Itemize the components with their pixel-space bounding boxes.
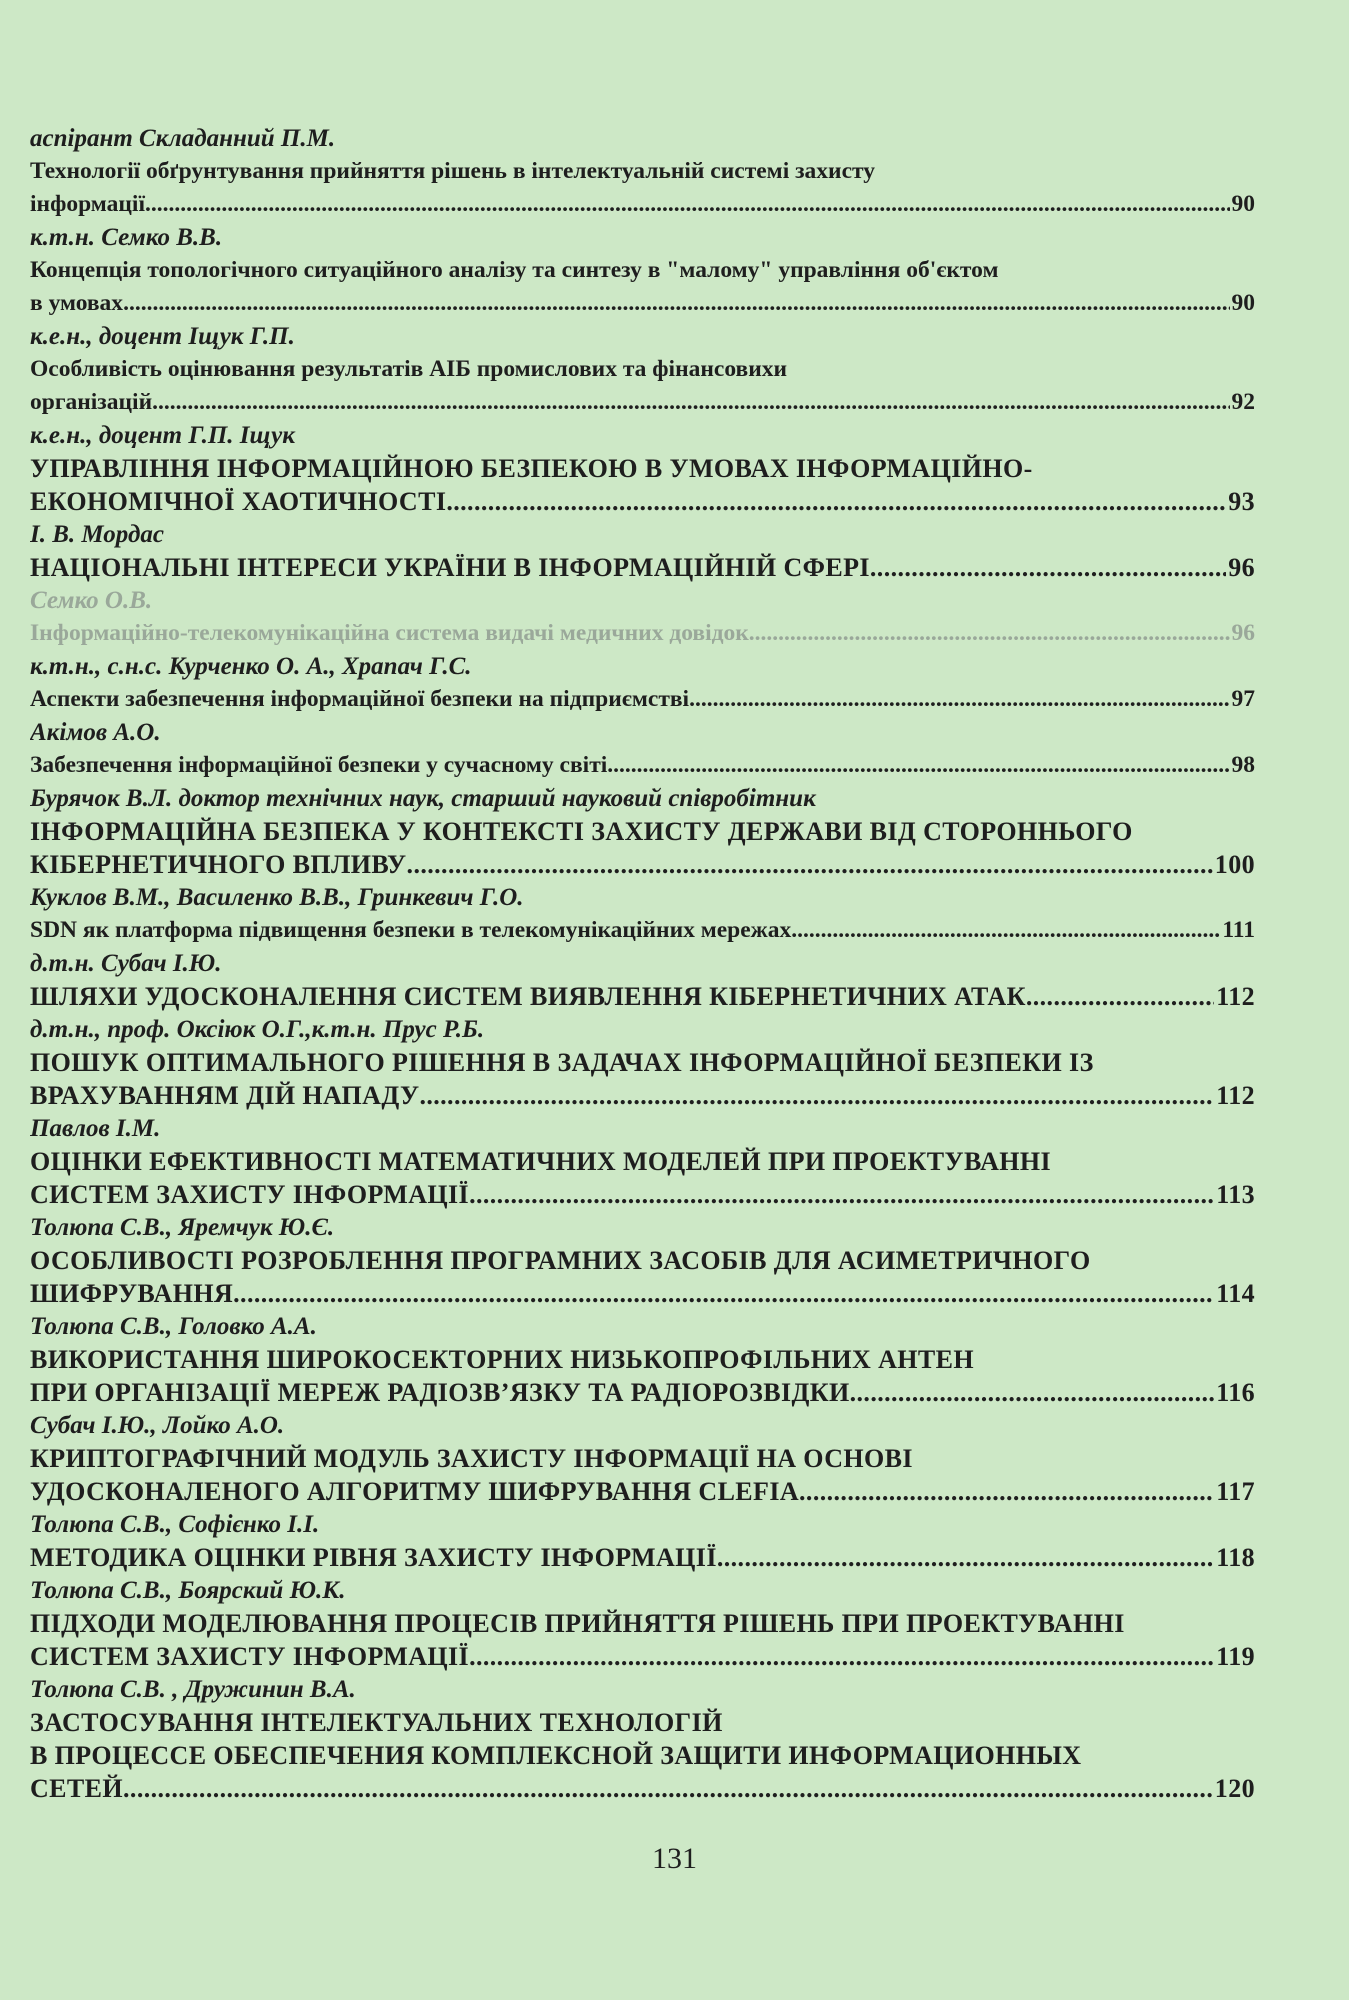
dot-leader [123, 287, 1229, 320]
entry-title [30, 617, 1255, 650]
entry-page-number: 119 [1216, 1642, 1255, 1671]
entry-author: Бурячок В.Л. доктор технічних наук, старший науковий співробітник [30, 785, 816, 812]
title-line: УДОСКОНАЛЕНОГО АЛГОРИТМУ ШИФРУВАННЯ CLEFIA [30, 1477, 800, 1506]
title-line-with-page [30, 551, 1255, 584]
title-line: інформації [30, 191, 145, 217]
title-line: ПРИ ОРГАНІЗАЦІЇ МЕРЕЖ РАДІОЗВ’ЯЗКУ ТА РАДІОРОЗВІДКИ [30, 1378, 850, 1407]
title-line: ПОШУК ОПТИМАЛЬНОГО РІШЕННЯ В ЗАДАЧАХ ІНФОРМАЦІЙНОЇ БЕЗПЕКИ ІЗ [30, 1048, 1094, 1077]
title-line: SDN як платформа підвищення безпеки в телекомунікаційних мережах [30, 917, 792, 943]
entry-page-number: 93 [1228, 487, 1255, 516]
entry-author: І. В. Мордас [30, 521, 164, 548]
entry-author: к.е.н., доцент Іщук Г.П. [30, 323, 295, 350]
entry-author: Семко О.В. [30, 587, 153, 614]
title-line-with-page [30, 485, 1255, 518]
toc-entry [30, 122, 1255, 221]
entry-title [30, 815, 1255, 881]
title-line: ЕКОНОМІЧНОЇ ХАОТИЧНОСТІ [30, 487, 447, 516]
dot-leader [870, 551, 1226, 584]
entry-page-number: 90 [1231, 191, 1255, 217]
entry-page-number: 112 [1216, 982, 1255, 1011]
title-line: Концепція топологічного ситуаційного аналізу та синтезу в "малому" управління об'єктом [30, 257, 999, 283]
title-line: ВРАХУВАННЯМ ДІЙ НАПАДУ [30, 1081, 420, 1110]
dot-leader [689, 683, 1229, 716]
title-line: В ПРОЦЕССЕ ОБЕСПЕЧЕНИЯ КОМПЛЕКСНОЙ ЗАЩИТИ ИНФОРМАЦИОННЫХ [30, 1741, 1082, 1770]
entry-author: Толюпа С.В., Яремчук Ю.Є. [30, 1214, 335, 1241]
toc-entry [30, 320, 1255, 419]
entry-title [30, 1244, 1255, 1310]
title-line: КРИПТОГРАФІЧНИЙ МОДУЛЬ ЗАХИСТУ ІНФОРМАЦІЇ НА ОСНОВІ [30, 1444, 913, 1473]
toc-entry [30, 518, 1255, 584]
title-line: Інформаційно-телекомунікаційна система видачі медичних довідок [30, 620, 749, 646]
title-line: Забезпечення інформаційної безпеки у сучасному світі [30, 752, 608, 778]
title-line: Особливість оцінювання результатів АІБ промислових та фінансовихи [30, 356, 788, 382]
entry-title [30, 254, 1255, 320]
toc-entry [30, 1013, 1255, 1112]
entry-page-number: 90 [1231, 290, 1255, 316]
entry-title [30, 1046, 1255, 1112]
entry-title [30, 980, 1255, 1013]
dot-leader [233, 1277, 1214, 1310]
dot-leader [850, 1376, 1215, 1409]
dot-leader [799, 1475, 1214, 1508]
title-line: ШИФРУВАННЯ [30, 1279, 234, 1308]
page-number: 131 [652, 1842, 697, 1875]
entry-author: Павлов І.М. [30, 1115, 161, 1142]
entry-author: Субач І.Ю., Лойко А.О. [30, 1412, 285, 1439]
dot-leader [717, 1541, 1214, 1574]
entry-title [30, 1442, 1255, 1508]
entry-page-number: 96 [1228, 553, 1255, 582]
table-of-contents [30, 122, 1255, 1805]
title-line-with-page [30, 1772, 1255, 1805]
title-line: Технології обґрунтування прийняття рішень в інтелектуальній системі захисту [30, 158, 875, 184]
toc-entry [30, 1409, 1255, 1508]
title-line: ОСОБЛИВОСТІ РОЗРОБЛЕННЯ ПРОГРАМНИХ ЗАСОБІВ ДЛЯ АСИМЕТРИЧНОГО [30, 1246, 1091, 1275]
dot-leader [152, 386, 1229, 419]
toc-entry [30, 782, 1255, 881]
toc-entry [30, 1574, 1255, 1673]
entry-title [30, 749, 1255, 782]
title-line-with-page [30, 1475, 1255, 1508]
toc-entry [30, 584, 1255, 650]
entry-title [30, 1541, 1255, 1574]
entry-author: Акімов А.О. [30, 719, 161, 746]
title-line-with-page [30, 914, 1255, 947]
toc-entry [30, 650, 1255, 716]
entry-title [30, 1145, 1255, 1211]
title-line-with-page [30, 1541, 1255, 1574]
entry-author: Толюпа С.В., Софієнко І.І. [30, 1511, 320, 1538]
title-line: ІНФОРМАЦІЙНА БЕЗПЕКА У КОНТЕКСТІ ЗАХИСТУ ДЕРЖАВИ ВІД СТОРОННЬОГО [30, 817, 1133, 846]
dot-leader [145, 188, 1230, 221]
entry-author: Толюпа С.В., Головко А.А. [30, 1313, 317, 1340]
entry-author: Куклов В.М., Василенко В.В., Гринкевич Г.О. [30, 884, 524, 911]
entry-page-number: 113 [1216, 1180, 1255, 1209]
toc-entry [30, 419, 1255, 518]
title-line: ОЦІНКИ ЕФЕКТИВНОСТІ МАТЕМАТИЧНИХ МОДЕЛЕЙ ПРИ ПРОЕКТУВАННІ [30, 1147, 1052, 1176]
dot-leader [446, 485, 1226, 518]
title-line: ВИКОРИСТАННЯ ШИРОКОСЕКТОРНИХ НИЗЬКОПРОФІЛЬНИХ АНТЕН [30, 1345, 975, 1374]
title-line-with-page [30, 287, 1255, 320]
dot-leader [407, 848, 1213, 881]
entry-page-number: 97 [1231, 686, 1255, 712]
entry-page-number: 117 [1216, 1477, 1255, 1506]
entry-title [30, 353, 1255, 419]
title-line: Аспекти забезпечення інформаційної безпеки на підприємстві [30, 686, 690, 712]
toc-entry [30, 881, 1255, 947]
title-line-with-page [30, 848, 1255, 881]
entry-page-number: 100 [1214, 850, 1255, 879]
toc-entry [30, 1211, 1255, 1310]
entry-page-number: 92 [1231, 389, 1255, 415]
entry-title [30, 1607, 1255, 1673]
title-line: СИСТЕМ ЗАХИСТУ ІНФОРМАЦІЇ [30, 1180, 470, 1209]
dot-leader [749, 617, 1230, 650]
entry-page-number: 118 [1216, 1543, 1255, 1572]
entry-author: д.т.н., проф. Оксіюк О.Г.,к.т.н. Прус Р.Б. [30, 1016, 485, 1043]
entry-page-number: 96 [1231, 620, 1255, 646]
toc-entry [30, 1112, 1255, 1211]
title-line: КІБЕРНЕТИЧНОГО ВПЛИВУ [30, 850, 407, 879]
entry-author: к.е.н., доцент Г.П. Іщук [30, 422, 295, 449]
entry-page-number: 120 [1214, 1774, 1255, 1803]
entry-title [30, 683, 1255, 716]
entry-title [30, 155, 1255, 221]
title-line: ЗАСТОСУВАННЯ ІНТЕЛЕКТУАЛЬНИХ ТЕХНОЛОГІЙ [30, 1708, 723, 1737]
entry-author: к.т.н., с.н.с. Курченко О. А., Храпач Г.С. [30, 653, 472, 680]
title-line-with-page [30, 749, 1255, 782]
toc-entry [30, 221, 1255, 320]
title-line-with-page [30, 1640, 1255, 1673]
entry-title [30, 914, 1255, 947]
title-line-with-page [30, 1079, 1255, 1112]
dot-leader [469, 1640, 1214, 1673]
entry-page-number: 114 [1216, 1279, 1255, 1308]
title-line: СИСТЕМ ЗАХИСТУ ІНФОРМАЦІЇ [30, 1642, 470, 1671]
title-line: організацій [30, 389, 153, 415]
title-line: СЕТЕЙ [30, 1774, 124, 1803]
title-line-with-page [30, 617, 1255, 650]
toc-entry [30, 1673, 1255, 1805]
entry-author: Толюпа С.В., Боярский Ю.К. [30, 1577, 346, 1604]
toc-entry [30, 947, 1255, 1013]
title-line: НАЦІОНАЛЬНІ ІНТЕРЕСИ УКРАЇНИ В ІНФОРМАЦІЙНІЙ СФЕРІ [30, 553, 870, 582]
title-line: УПРАВЛІННЯ ІНФОРМАЦІЙНОЮ БЕЗПЕКОЮ В УМОВАХ ІНФОРМАЦІЙНО- [30, 454, 1033, 483]
dot-leader [419, 1079, 1214, 1112]
entry-title [30, 1343, 1255, 1409]
toc-entry [30, 1310, 1255, 1409]
dot-leader [1026, 980, 1214, 1013]
entry-author: аспірант Складанний П.М. [30, 125, 336, 152]
toc-entry [30, 716, 1255, 782]
title-line-with-page [30, 980, 1255, 1013]
entry-author: д.т.н. Субач І.Ю. [30, 950, 222, 977]
entry-author: к.т.н. Семко В.В. [30, 224, 223, 251]
entry-page-number: 112 [1216, 1081, 1255, 1110]
dot-leader [791, 914, 1220, 947]
title-line: МЕТОДИКА ОЦІНКИ РІВНЯ ЗАХИСТУ ІНФОРМАЦІЇ [30, 1543, 717, 1572]
title-line-with-page [30, 683, 1255, 716]
title-line-with-page [30, 1277, 1255, 1310]
title-line: ШЛЯХИ УДОСКОНАЛЕННЯ СИСТЕМ ВИЯВЛЕННЯ КІБЕРНЕТИЧНИХ АТАК [30, 982, 1026, 1011]
entry-title [30, 1706, 1255, 1805]
dot-leader [469, 1178, 1214, 1211]
dot-leader [607, 749, 1229, 782]
entry-title [30, 452, 1255, 518]
entry-author: Толюпа С.В. , Дружинин В.А. [30, 1676, 356, 1703]
title-line-with-page [30, 1376, 1255, 1409]
title-line-with-page [30, 386, 1255, 419]
toc-entry [30, 1508, 1255, 1574]
title-line-with-page [30, 1178, 1255, 1211]
entry-page-number: 116 [1216, 1378, 1255, 1407]
title-line: в умовах [30, 290, 124, 316]
title-line: ПІДХОДИ МОДЕЛЮВАННЯ ПРОЦЕСІВ ПРИЙНЯТТЯ РІШЕНЬ ПРИ ПРОЕКТУВАННІ [30, 1609, 1125, 1638]
title-line-with-page [30, 188, 1255, 221]
entry-page-number: 98 [1231, 752, 1255, 778]
entry-page-number: 111 [1222, 917, 1255, 943]
entry-title [30, 551, 1255, 584]
dot-leader [123, 1772, 1213, 1805]
